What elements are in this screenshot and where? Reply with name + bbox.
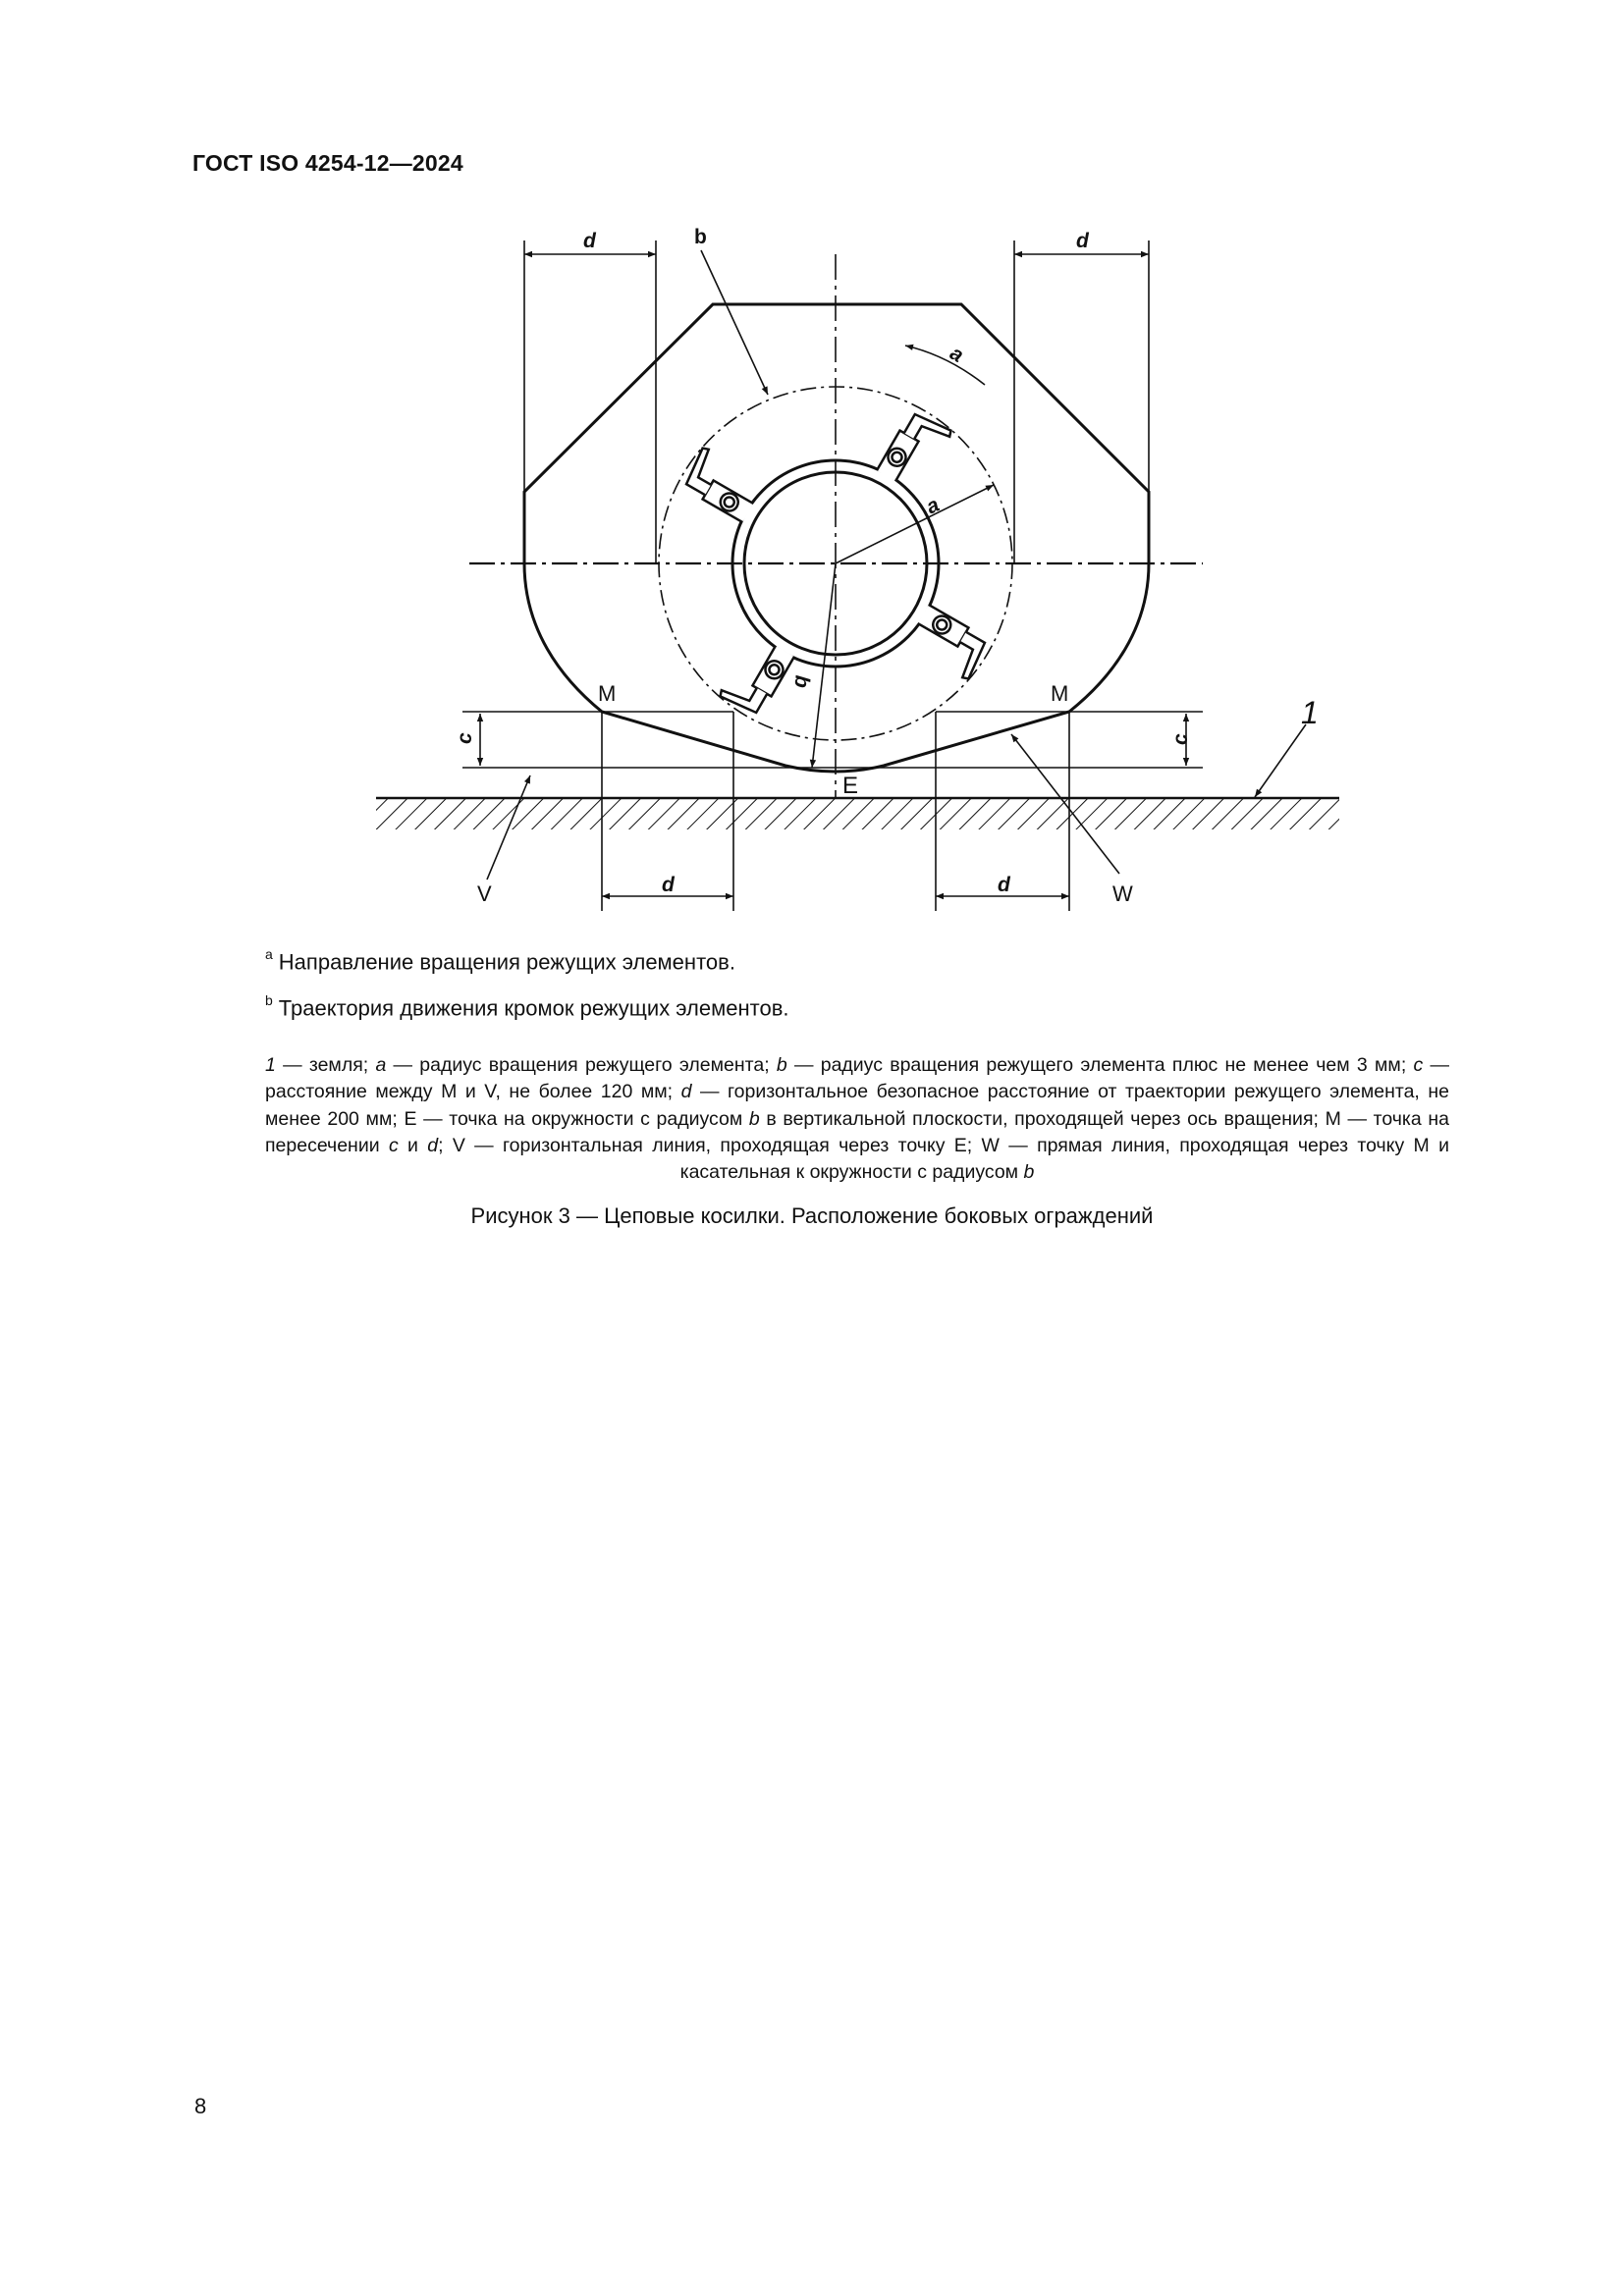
label-m: M	[598, 681, 617, 706]
rotation-direction-arrow	[905, 346, 985, 385]
leader-b	[701, 250, 768, 395]
label-d: d	[583, 230, 596, 252]
label-w: W	[1112, 881, 1133, 906]
legend-symbol: b	[748, 1107, 760, 1130]
legend-text: — радиус вращения режущего элемента;	[386, 1054, 777, 1076]
footnote-a	[265, 948, 735, 975]
legend-text: — горизонтальное безопасное расстояние от траектории режущего элемента, не менее 200 мм; E — точка на окружности с радиусом	[265, 1081, 1449, 1130]
label-e: E	[842, 773, 859, 799]
label-c: c	[1169, 733, 1192, 745]
label-b: b	[789, 673, 814, 689]
legend-text: и	[398, 1134, 428, 1156]
legend-symbol: 1	[265, 1054, 276, 1076]
ground-hatch	[376, 798, 1339, 829]
legend-symbol: c	[388, 1134, 399, 1156]
footnote-mark: a	[265, 946, 273, 962]
label-d: d	[998, 874, 1010, 896]
label-a: a	[922, 493, 944, 519]
label-d: d	[662, 874, 675, 896]
legend-symbol: d	[427, 1134, 439, 1156]
figure-flail-mower-guards	[0, 0, 1624, 982]
document-header: ГОСТ ISO 4254-12—2024	[192, 150, 463, 176]
legend-text: ; V — горизонтальная линия, проходящая через точку E; W — прямая линия, проходящая через точку M и касательная к окружности с радиусом	[438, 1134, 1449, 1184]
label-d: d	[1076, 230, 1089, 252]
label-b: b	[694, 226, 707, 248]
figure-legend	[265, 1052, 1449, 1186]
footnote-mark: b	[265, 992, 273, 1008]
label-v: V	[477, 881, 492, 906]
label-a: a	[946, 342, 968, 367]
leader-ground	[1255, 724, 1306, 797]
legend-symbol: b	[776, 1054, 787, 1076]
footnote-b	[265, 994, 789, 1021]
legend-text: в вертикальной плоскости, проходящей через ось вращения; M — точка на пересечении	[265, 1107, 1449, 1156]
legend-symbol: d	[680, 1081, 692, 1103]
figure-caption: Рисунок 3 — Цеповые косилки. Расположение боковых ограждений	[470, 1203, 1154, 1228]
footnote-text: Направление вращения режущих элементов.	[278, 949, 735, 975]
legend-text: — земля;	[275, 1054, 376, 1076]
page-number: 8	[194, 2094, 207, 2118]
legend-symbol: b	[1023, 1161, 1035, 1184]
label-ground-1: 1	[1301, 695, 1319, 730]
legend-symbol: a	[375, 1054, 387, 1076]
footnote-text: Траектория движения кромок режущих элементов.	[278, 995, 789, 1021]
cutting-blade	[719, 633, 794, 719]
label-m: M	[1051, 681, 1069, 706]
legend-text: — радиус вращения режущего элемента плюс не менее чем 3 мм;	[786, 1054, 1414, 1076]
cutting-blade	[905, 605, 991, 680]
legend-text: — расстояние между M и V, не более 120 мм;	[265, 1054, 1449, 1103]
label-c: c	[454, 732, 476, 744]
legend-symbol: c	[1413, 1054, 1424, 1076]
